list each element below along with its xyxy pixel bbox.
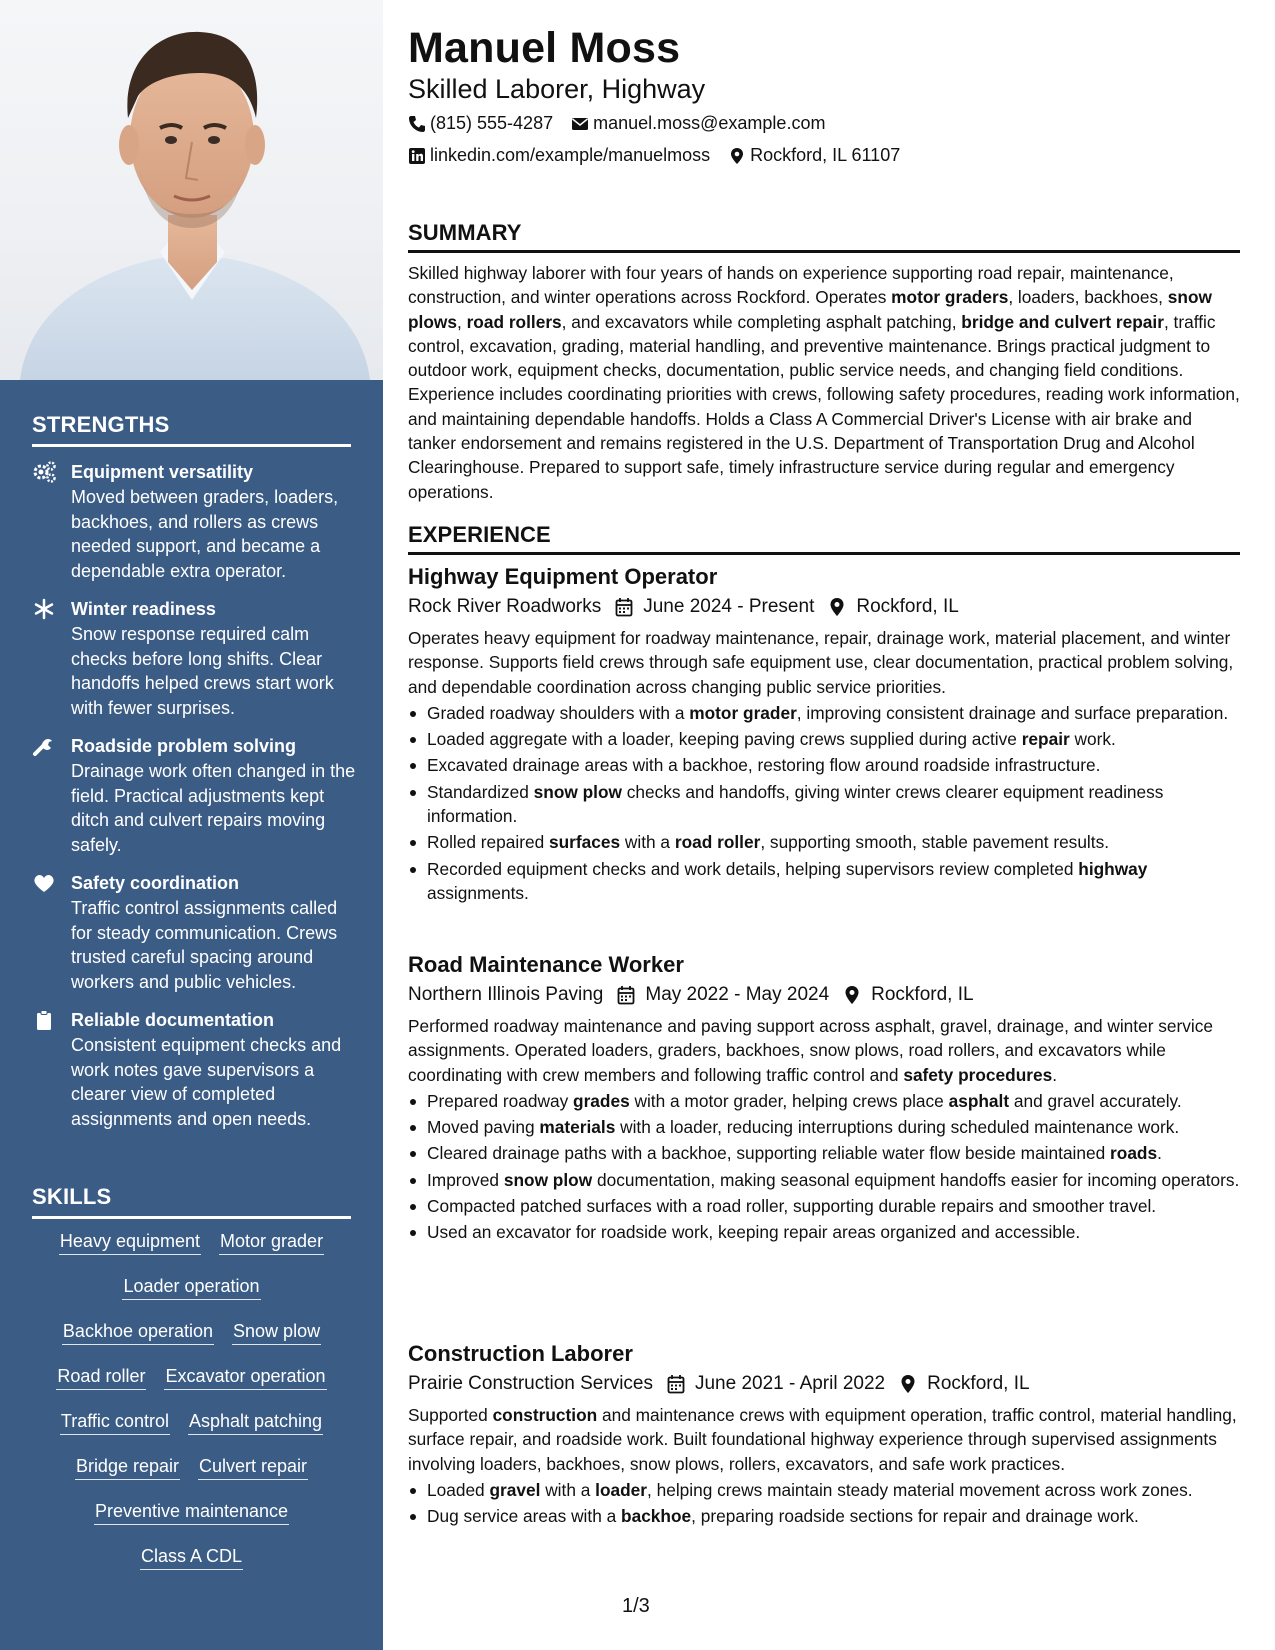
skill-tag: Excavator operation [164, 1363, 326, 1390]
summary-title: SUMMARY [408, 220, 1240, 253]
list-item [408, 1194, 1240, 1218]
bullet-bold: highway [1078, 858, 1148, 879]
list-item [408, 753, 1240, 777]
skill-row [32, 1408, 351, 1453]
list-item [408, 1504, 1240, 1528]
contact-row-1 [408, 113, 843, 134]
strength-item [32, 734, 357, 857]
bullet-text: checks and handoffs, giving winter crews clearer equipment readiness information. [427, 781, 1164, 827]
bullet-bold: repair [1021, 729, 1070, 750]
skill-tag: Motor grader [219, 1228, 324, 1255]
bullet-text: , improving consistent drainage and surface preparation. [796, 702, 1229, 723]
bullet-bold: roads [1110, 1143, 1158, 1164]
bullet-text: documentation, making seasonal equipment handoffs easier for incoming operators. [592, 1169, 1240, 1190]
job-entry [408, 1339, 1240, 1530]
bullet-text: Cleared drainage paths with a backhoe, supporting reliable water flow beside maintained [427, 1143, 1111, 1164]
map-pin-icon [728, 147, 746, 165]
heart-icon [32, 872, 56, 894]
desc-text: Performed roadway maintenance and paving support across asphalt, gravel, drainage, and winter service assignments. Operated loaders, graders, backhoes, snow plows, road rollers, and excavators while coordinating with crew members and following traffic control and [408, 1016, 1213, 1085]
map-pin-icon [843, 985, 861, 1005]
strength-item [32, 597, 357, 720]
job-company: Prairie Construction Services [408, 1373, 653, 1394]
job-dates: June 2021 - April 2022 [694, 1373, 886, 1394]
calendar-icon [667, 1374, 685, 1394]
skill-row [32, 1273, 351, 1318]
list-item [408, 727, 1240, 751]
job-bullets [408, 1089, 1240, 1245]
bullet-text: Standardized [427, 781, 534, 802]
sidebar [0, 0, 383, 1650]
summary-bold: bridge and culvert repair [961, 311, 1164, 332]
skill-row [32, 1543, 351, 1588]
linkedin-icon [408, 147, 426, 165]
list-item [408, 1115, 1240, 1139]
snowflake-icon [32, 598, 56, 620]
job-company: Northern Illinois Paving [408, 984, 604, 1005]
bullet-bold: backhoe [621, 1506, 692, 1527]
calendar-icon [617, 985, 635, 1005]
location-text: Rockford, IL 61107 [750, 145, 901, 165]
candidate-name: Manuel Moss [408, 24, 681, 72]
job-title: Construction Laborer [408, 1341, 633, 1366]
bullet-bold: loader [595, 1479, 648, 1500]
map-pin-icon [828, 597, 846, 617]
list-item [408, 1089, 1240, 1113]
list-item [408, 701, 1240, 725]
bullet-text: Compacted patched surfaces with a road roller, supporting durable repairs and smoother travel. [427, 1196, 1157, 1217]
map-pin-icon [899, 1374, 917, 1394]
strength-item [32, 1008, 357, 1131]
bullet-text: and gravel accurately. [1009, 1090, 1182, 1111]
strength-item [32, 460, 357, 583]
skill-row [32, 1318, 351, 1363]
bullet-bold: snow plow [503, 1169, 593, 1190]
gears-icon [32, 461, 56, 483]
skill-tag: Road roller [56, 1363, 146, 1390]
summary-part: , [456, 311, 467, 332]
list-item [408, 857, 1240, 906]
bullet-text: assignments. [427, 882, 529, 903]
calendar-icon [615, 597, 633, 617]
bullet-text: Graded roadway shoulders with a [427, 702, 690, 723]
bullet-text: with a loader, reducing interruptions during scheduled maintenance work. [615, 1117, 1180, 1138]
job-bullets [408, 1478, 1240, 1529]
contact-location [728, 145, 900, 166]
bullet-text: Excavated drainage areas with a backhoe, restoring flow around roadside infrastructure. [427, 755, 1101, 776]
contact-row-2 [408, 145, 918, 166]
summary-part: Skilled highway laborer with four years of hands on experience supporting road repair, maintenance, construction, and winter operations across Rockford. Operates [408, 263, 1174, 308]
skills-list [32, 1228, 351, 1588]
skill-tag: Class A CDL [140, 1543, 243, 1570]
skill-tag: Loader operation [122, 1273, 260, 1300]
bullet-text: work. [1069, 729, 1116, 750]
skill-row [32, 1498, 351, 1543]
page-number: 1/3 [622, 1595, 650, 1617]
contact-linkedin[interactable] [408, 145, 710, 166]
job-description: Operates heavy equipment for roadway maintenance, repair, drainage work, material placement, and winter response. Supports field crews through safe equipment use, clear documentation, practical problem solving, and dependable coordination across changing public service priorities. [408, 628, 1234, 697]
bullet-text: , preparing roadside sections for repair and drainage work. [691, 1506, 1139, 1527]
contact-phone [408, 113, 553, 134]
list-item [408, 1141, 1240, 1165]
phone-icon [408, 115, 426, 133]
desc-text: and maintenance crews with equipment operation, traffic control, material handling, surface repair, and roadside work. Built foundational highway experience through supervised assignments involving loaders, backhoes, snow plows, rollers, excavators, and safe work practices. [408, 1405, 1237, 1474]
job-bullets [408, 701, 1240, 905]
strength-title: Reliable documentation [71, 1010, 275, 1030]
bullet-text: . [1157, 1143, 1162, 1164]
skill-tag: Culvert repair [198, 1453, 308, 1480]
bullet-text: Moved paving [427, 1117, 540, 1138]
skill-tag: Traffic control [60, 1408, 170, 1435]
job-meta [408, 592, 1240, 622]
job-meta [408, 1369, 1240, 1399]
bullet-bold: road roller [674, 832, 761, 853]
job-dates: May 2022 - May 2024 [645, 984, 830, 1005]
bullet-bold: gravel [489, 1479, 541, 1500]
profile-photo-illustration [0, 0, 383, 380]
bullet-text: with a [540, 1479, 596, 1500]
bullet-bold: surfaces [549, 832, 621, 853]
summary-bold: motor graders [891, 287, 1009, 308]
bullet-text: Dug service areas with a [427, 1506, 622, 1527]
skill-tag: Backhoe operation [62, 1318, 214, 1345]
job-meta [408, 980, 1240, 1010]
skills-title: SKILLS [32, 1184, 351, 1219]
job-location: Rockford, IL [856, 596, 959, 617]
strength-item [32, 871, 357, 994]
summary-part: , traffic control, excavation, grading, material handling, and preventive maintenance. Brings practical judgment to outdoor work, equipment checks, documentation, public service needs, and changing field conditions. Experience includes coordinating priorities with crews, following safety procedures, reading work information, and maintaining dependable handoffs. Holds a Class A Commercial Driver's License with air brake and tanker endorsement and remains registered in the U.S. Department of Transportation Drug and Alcohol Clearinghouse. Prepared to support safe, timely infrastructure service during regular and emergency operations. [408, 311, 1240, 502]
skill-tag: Asphalt patching [188, 1408, 323, 1435]
strength-desc: Drainage work often changed in the field. Practical adjustments kept ditch and culvert repairs moving safely. [71, 761, 356, 855]
bullet-text: , helping crews maintain steady material movement across work zones. [647, 1479, 1193, 1500]
summary-bold: snow plows [408, 287, 1212, 332]
bullet-text: Rolled repaired [427, 832, 549, 853]
bullet-bold: asphalt [948, 1090, 1010, 1111]
skill-tag: Snow plow [232, 1318, 321, 1345]
bullet-bold: materials [539, 1117, 616, 1138]
list-item [408, 830, 1240, 854]
desc-text: Supported [408, 1405, 493, 1425]
desc-bold: construction [492, 1405, 598, 1425]
clipboard-icon [32, 1009, 56, 1031]
summary-part: , loaders, backhoes, [1008, 287, 1168, 308]
phone-text: (815) 555-4287 [430, 113, 554, 133]
job-company: Rock River Roadworks [408, 596, 602, 617]
skill-tag: Preventive maintenance [94, 1498, 289, 1525]
skill-tag: Bridge repair [75, 1453, 180, 1480]
bullet-bold: snow plow [533, 781, 622, 802]
bullet-bold: motor grader [689, 702, 797, 723]
bullet-text: Loaded [427, 1479, 490, 1500]
desc-bold: safety procedures [903, 1064, 1053, 1085]
experience-title: EXPERIENCE [408, 522, 1240, 555]
bullet-text: Prepared roadway [427, 1090, 574, 1111]
summary-bold: road rollers [466, 311, 562, 332]
strength-title: Winter readiness [71, 599, 216, 619]
desc-text: . [1052, 1064, 1058, 1085]
bullet-text: Used an excavator for roadside work, keeping repair areas organized and accessible. [427, 1222, 1081, 1243]
profile-photo [0, 0, 383, 380]
skill-row [32, 1453, 351, 1498]
bullet-bold: grades [573, 1090, 630, 1111]
bullet-text: Improved [427, 1169, 504, 1190]
strength-desc: Moved between graders, loaders, backhoes, and rollers as crews needed support, and became a dependable extra operator. [71, 487, 339, 581]
job-title: Road Maintenance Worker [408, 952, 684, 977]
strength-title: Safety coordination [71, 873, 240, 893]
strength-desc: Traffic control assignments called for steady communication. Crews trusted careful spacing around workers and public vehicles. [71, 898, 338, 992]
skill-row [32, 1363, 351, 1408]
list-item [408, 1168, 1240, 1192]
job-description [408, 1403, 1240, 1476]
bullet-text: with a motor grader, helping crews place [629, 1090, 949, 1111]
list-item [408, 1220, 1240, 1244]
bullet-text: Recorded equipment checks and work details, helping supervisors review completed [427, 858, 1079, 879]
wrench-icon [32, 735, 56, 757]
bullet-text: , supporting smooth, stable pavement results. [760, 832, 1110, 853]
skill-tag: Heavy equipment [59, 1228, 201, 1255]
strength-title: Equipment versatility [71, 462, 254, 482]
envelope-icon [571, 115, 589, 133]
job-dates: June 2024 - Present [643, 596, 815, 617]
email-text: manuel.moss@example.com [593, 113, 826, 133]
strength-desc: Consistent equipment checks and work notes gave supervisors a clearer view of completed assignments and open needs. [71, 1035, 342, 1129]
skill-row [32, 1228, 351, 1273]
job-location: Rockford, IL [871, 984, 974, 1005]
strength-title: Roadside problem solving [71, 736, 297, 756]
list-item [408, 780, 1240, 829]
bullet-text: Loaded aggregate with a loader, keeping paving crews supplied during active [427, 729, 1022, 750]
job-location: Rockford, IL [927, 1373, 1030, 1394]
job-entry [408, 562, 1240, 907]
list-item [408, 1478, 1240, 1502]
strengths-title: STRENGTHS [32, 412, 351, 447]
job-entry [408, 950, 1240, 1247]
summary-part: , and excavators while completing asphalt patching, [561, 311, 962, 332]
job-title: Highway Equipment Operator [408, 564, 718, 589]
summary-text [408, 261, 1240, 504]
job-description [408, 1014, 1240, 1087]
bullet-text: with a [620, 832, 675, 853]
strength-desc: Snow response required calm checks before long shifts. Clear handoffs helped crews start work with fewer surprises. [71, 624, 334, 718]
candidate-headline: Skilled Laborer, Highway [408, 74, 706, 104]
contact-email[interactable] [571, 113, 825, 134]
strengths-list [32, 460, 357, 1145]
linkedin-text: linkedin.com/example/manuelmoss [430, 145, 711, 165]
